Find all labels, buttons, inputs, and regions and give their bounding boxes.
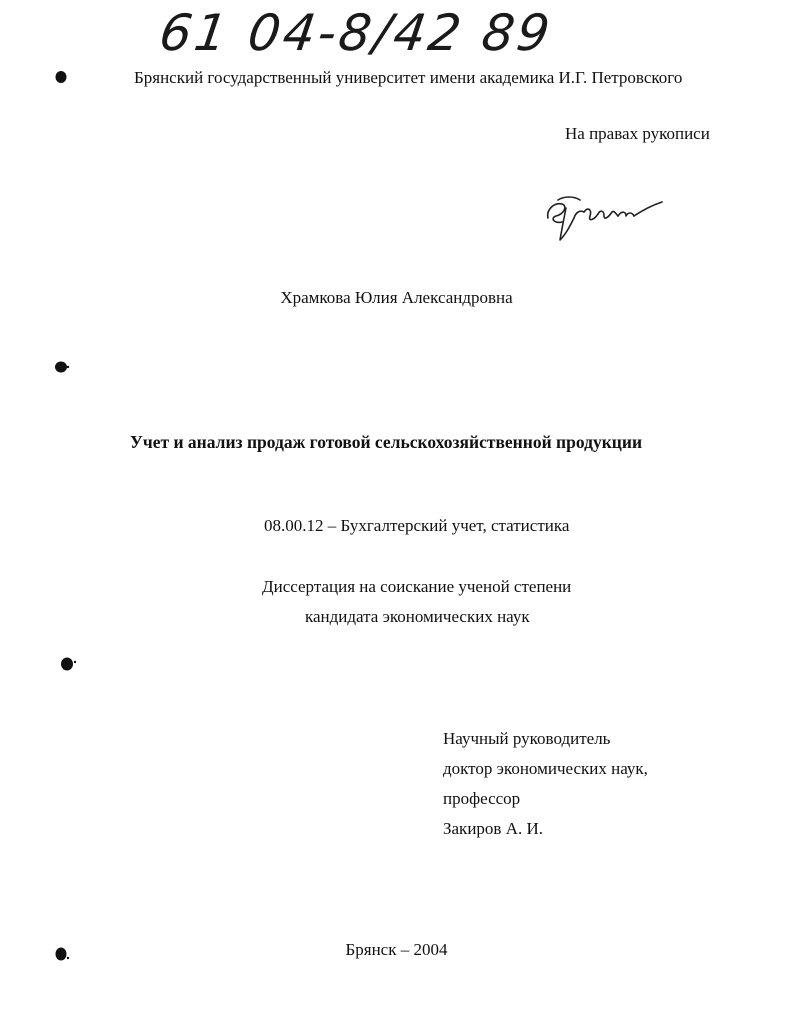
dissertation-degree-line-2: кандидата экономических наук: [305, 607, 530, 626]
archive-number: 61 04-8/42 89: [155, 4, 557, 62]
place-year: Брянск – 2004: [345, 940, 448, 959]
supervisor-role: Научный руководитель: [443, 729, 611, 748]
punch-hole-2: [52, 358, 72, 376]
supervisor-degree: доктор экономических наук,: [443, 759, 648, 778]
supervisor-title: профессор: [443, 789, 521, 808]
manuscript-note: На правах рукописи: [565, 124, 710, 143]
punch-hole-1: [52, 68, 70, 86]
dissertation-title: Учет и анализ продаж готовой сельскохозяйственной продукции: [130, 432, 643, 452]
specialty: 08.00.12 – Бухгалтерский учет, статистика: [264, 516, 570, 535]
dissertation-degree-line-1: Диссертация на соискание ученой степени: [262, 577, 572, 596]
author-signature: [540, 188, 670, 248]
supervisor-name: Закиров А. И.: [443, 819, 543, 838]
university-name: Брянский государственный университет имени академика И.Г. Петровского: [134, 68, 683, 87]
punch-hole-3: [58, 654, 80, 674]
author-name: Храмкова Юлия Александровна: [280, 288, 513, 307]
